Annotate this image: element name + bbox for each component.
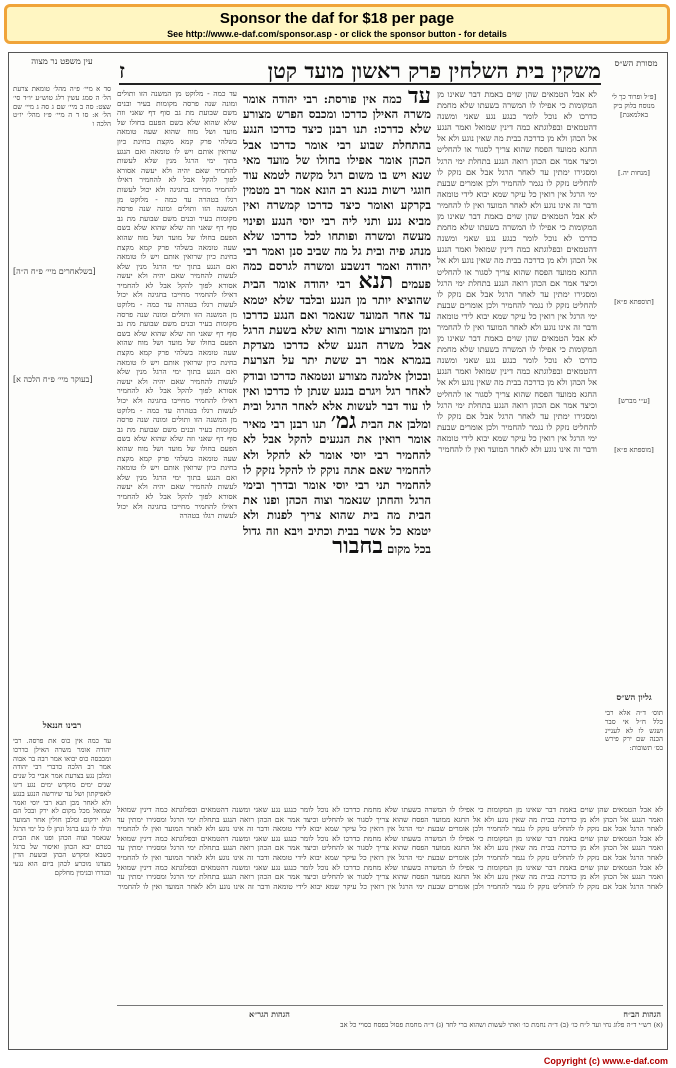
closing-word: בחבור xyxy=(332,532,383,559)
left-margin-note-2: [בעוקר מיי׳ פ״ח הלכה א] xyxy=(13,375,93,384)
hagahot-gra-label: הגהות הגר״א xyxy=(249,1009,290,1019)
page-header xyxy=(119,59,601,85)
opening-word: עד xyxy=(407,89,431,109)
sponsor-banner[interactable] xyxy=(4,4,670,44)
gemara-text-b: רבי יהודה אומר הבית שהוציא יותר מן הנגע ובלבד שלא יטמא עד אחר המועד שנאמר ואם הנגע כדרכו ומן המצורע אומר והוא שלא בשעת הרגל אבל משרה הנגע שלא כדרכו מצדקת בגמרא אמר רב ששת יתר על הצרעת ובכולן אלמנה מצורע ונטמאה כדרכו ובודק לאחר רגל ויגרם בנגע שנתן לו כדרכו ואין לו עוד דבר לעשות אלא לאחר הרגל ובית ומלבן את הבית xyxy=(243,277,431,432)
gilyon-label: גליון הש״ס xyxy=(616,693,652,703)
sponsor-subtitle[interactable]: See http://www.e-daf.com/sponsor.asp - or click the sponsor button - for details xyxy=(167,29,507,39)
header-title: משקין בית השלחין פרק ראשון מועד קטן xyxy=(267,59,601,83)
gemara-text-c: תנו רבנן רבי מאיר אומר רואין את הנגעים להקל אבל לא להחמיר רבי יוסי אומר לא להקל ולא להחמיר שאם אתה נוקק לו להקל נזקק לו להחמיר תני רבי יוסי אומר ובדרך ובימי הרגל והחתן שנאמר וצוה הכהן ופנו את הבית מה בית שהוא צריך לפנות ולא יטמא כל אשר בבית וכתיב ויבא וזה גדול בכל מקום xyxy=(243,417,431,556)
ein-mishpat-column: סד א מיי׳ פ״ה מהל׳ טומאת צרעת הל׳ ה סמג עשין רלג טוש״ע יו״ד סי׳ שצט: סה ב מיי׳ שם ג סה ג מיי׳ שם הל׳ א: סו ד ה מיי׳ פ״ז מהל׳ יו״ט הלכה ו xyxy=(13,85,111,129)
gemara-text-a: כמה אין פורסת: רבי יהודה אומר משרה האילן כדרכו ומכבס הפרש מצורע שלא כדרכו: תנו רבנן כיצד כדרכו הנגע בהתחלת שבוע רבי אומר כדרכו אבל הכהן אומר אפילו בחולו של מועד מאי שנא ויש בו משום רגל מקשה לטמא עוד חוגגי רשות בגנא רב הונא אמר רב מטמין בקרקע ואומר כיצד כדרכו קמשרה ואין מביא נגע ותני ליה רבי יוסי הנגע ופינוי מעשה ומשרה ופותחו לכל כדרכו שלא מנהג פיה ובית גל מה שביב סנן ואמר רבי יהודה ואמר דנשבע ומשרה לגרסם כמה פעמים xyxy=(243,92,431,292)
right-margin-notes: [פ״ל ופרוד כך לי מנוסח בלוק ביק באלמאנת] [מנחות יה.] [תוספתא פ״א] [ע״י מברש] [מוספתא פ״א] xyxy=(611,93,657,454)
gemara-marker: גמ׳ xyxy=(330,408,357,435)
page-letter: ז xyxy=(119,59,125,83)
rabbeinu-chananel-text: עד כמה אין כוס את פרסה. רבי יהודה אומר משרה האילן כדרכו ומכבסה כוס יבואו אמר רבה בר אבוה אמר רב הלכה כדברי רבי יהודה ומלבן נגע בצרעת אמר אביי כל שנים שנים ימים מוקדש ימים נגע דינו לאפיקתון ושל עד שיורשה הנגע בנגע ולא לאחר מכן תנא רבי יוסי ואמר שמואל מכל מקום לא ירק ובכל הם ולא ירקום ומלבן חולין אחר המועד ונולד לו נגע ברגל ונתן לו כל ימי הרגל שנאמר וצוה הכהן ופנו את הבית בטרם יבא הכהן ואיסור של ברגל כשבא ומקדש הכהן ובשעת הדין מצדנו מוכרע לכהן ביום הוא נגעי ובגדרו ובנימין מחלקם xyxy=(13,737,111,877)
tana-marker: תנא xyxy=(358,268,394,295)
gilyon-text: תוס׳ ד״ה אלא רבי כלל ח״ל אי סבר ושגש לו לא לעניינ הכנה שם ירק פירש בס׳ תשובות: xyxy=(605,709,663,753)
rabbeinu-chananel-label: רבינו חננאל xyxy=(42,721,82,731)
gemara-main-column xyxy=(243,89,431,799)
bottom-commentary: לא אבל הטמאים שהן שוים באמת דבר שאינו מן המקומות כי אפילו לו המשרה בשעתו שלא מחמת כדרכו לא נוכל לומר כנגע נגע שאני ומשנה דהטמאים ובפלוגתא כמה דינין שמואל ואמר הנגע אל הכהן ולא מן כדרכה בבית מה שאין נוגע ולא אל החגא ממועד הפסח שהוא צריך לסגור או להחליט וכיצד אמר אם הכהן רואה הנגע בתחלת ימי הרגל ומסגירו ימתין עד לאחר הרגל אבל אם נזקק לו להחליט נזקק לו נגמר להחמיר ולכן אומרים שבעת ימי הרגל אין רואין כל עיקר שמא יבוא לידי טומאה ודבר זה אינו נוגע ולא לאחר המועד ואין לו להחמיר לא אבל הטמאים שהן שוים באמת דבר שאינו מן המקומות כי אפילו לו המשרה בשעתו שלא מחמת כדרכו לא נוכל לומר כנגע נגע שאני ומשנה דהטמאים ובפלוגתא כמה דינין שמואל ואמר הנגע אל הכהן ולא מן כדרכה בבית מה שאין נוגע ולא אל החגא ממועד הפסח שהוא צריך לסגור או להחליט וכיצד אמר אם הכהן רואה הנגע בתחלת ימי הרגל ומסגירו ימתין עד לאחר הרגל אבל אם נזקק לו להחליט נזקק לו נגמר להחמיר ולכן אומרים שבעת ימי הרגל אין רואין כל עיקר שמא יבוא לידי טומאה ודבר זה אינו נוגע ולא לאחר המועד ואין לו להחמיר לא אבל הטמאים שהן שוים באמת דבר שאינו מן המקומות כי אפילו לו המשרה בשעתו שלא מחמת כדרכו לא נוכל לומר כנגע נגע שאני ומשנה דהטמאים ובפלוגתא כמה דינין שמואל ואמר הנגע אל הכהן ולא מן כדרכה בבית מה שאין נוגע ולא אל החגא ממועד הפסח שהוא צריך לסגור או להחליט וכיצד אמר אם הכהן רואה הנגע בתחלת ימי הרגל ומסגירו ימתין עד לאחר הרגל אבל אם נזקק לו להחליט נזקק לו נגמר להחמיר ולכן אומרים שבעת ימי הרגל אין רואין כל עיקר שמא יבוא לידי טומאה ודבר זה אינו נוגע ולא לאחר המועד ואין לו להחמיר xyxy=(117,805,663,891)
copyright-link[interactable]: Copyright (c) www.e-daf.com xyxy=(543,1056,668,1066)
masoret-label: מסורת הש״ס xyxy=(614,59,658,69)
ein-mishpat-label: עין משפט נר מצוה xyxy=(31,57,93,67)
footer-notes: (א) רש״י ד״ה פלוג נחי ועד ל״ח כו׳ (ב) ד״ה נחמת כו׳ ואתי לעשות ושהוא ברי לחד (ג) ד״ה מחמת פסול בפסח כסויי כל אב xyxy=(340,1021,663,1029)
hagahot-bach-label: הגהות הב״ח xyxy=(623,1009,661,1019)
sponsor-title[interactable]: Sponsor the daf for $18 per page xyxy=(219,10,455,27)
tosafot-column: עד כמה - מלוקט מן המשנה הזו ותולים ומונה שנה פרסה מקומות בעיר ובנים משם שבועת מת גב סוף דף שאני וזה שלא שהוא שלא בשם הפעם בחולו של מועד ושל מוח שהוא שעה טומאה בשלהי פרק קמא מקצת בחינת כיון שרואין אותם ויש לו טומאה ואם הנגע בתוך ימי הרגל מנין שלא לעשות להחמיר שאם יהיה ולא יעשה אסורא לפוך להקל אבל לא להחמיר דאילו להחמיר מחייבו בחגיגה ולא יכול לעשות רגלו בטהרה עד כמה - מלוקט מן המשנה הזו ותולים ומונה שנה פרסה מקומות בעיר ובנים משם שבועת מת גב סוף דף שאני וזה שלא שהוא שלא בשם הפעם בחולו של מועד ושל מוח שהוא שעה טומאה בשלהי פרק קמא מקצת בחינת כיון שרואין אותם ויש לו טומאה ואם הנגע בתוך ימי הרגל מנין שלא לעשות להחמיר שאם יהיה ולא יעשה אסורא לפוך להקל אבל לא להחמיר דאילו להחמיר מחייבו בחגיגה ולא יכול לעשות רגלו בטהרה עד כמה - מלוקט מן המשנה הזו ותולים ומונה שנה פרסה מקומות בעיר ובנים משם שבועת מת גב סוף דף שאני וזה שלא שהוא שלא בשם הפעם בחולו של מועד ושל מוח שהוא שעה טומאה בשלהי פרק קמא מקצת בחינת כיון שרואין אותם ויש לו טומאה ואם הנגע בתוך ימי הרגל מנין שלא לעשות להחמיר שאם יהיה ולא יעשה אסורא לפוך להקל אבל לא להחמיר דאילו להחמיר מחייבו בחגיגה ולא יכול לעשות רגלו בטהרה עד כמה - מלוקט מן המשנה הזו ותולים ומונה שנה פרסה מקומות בעיר ובנים משם שבועת מת גב סוף דף שאני וזה שלא שהוא שלא בשם הפעם בחולו של מועד ושל מוח שהוא שעה טומאה בשלהי פרק קמא מקצת בחינת כיון שרואין אותם ויש לו טומאה ואם הנגע בתוך ימי הרגל מנין שלא לעשות להחמיר שאם יהיה ולא יעשה אסורא לפוך להקל אבל לא להחמיר דאילו להחמיר מחייבו בחגיגה ולא יכול לעשות רגלו בטהרה xyxy=(117,89,237,521)
rashi-column: לא אבל הטמאים שהן שוים באמת דבר שאינו מן המקומות כי אפילו לו המשרה בשעתו שלא מחמת כדרכו לא נוכל לומר כנגע נגע שאני ומשנה דהטמאים ובפלוגתא כמה דינין שמואל ואמר הנגע אל הכהן ולא מן כדרכה בבית מה שאין נוגע ולא אל החגא ממועד הפסח שהוא צריך לסגור או להחליט וכיצד אמר אם הכהן רואה הנגע בתחלת ימי הרגל ומסגירו ימתין עד לאחר הרגל אבל אם נזקק לו להחליט נזקק לו נגמר להחמיר ולכן אומרים שבעת ימי הרגל אין רואין כל עיקר שמא יבוא לידי טומאה ודבר זה אינו נוגע ולא לאחר המועד ואין לו להחמיר לא אבל הטמאים שהן שוים באמת דבר שאינו מן המקומות כי אפילו לו המשרה בשעתו שלא מחמת כדרכו לא נוכל לומר כנגע נגע שאני ומשנה דהטמאים ובפלוגתא כמה דינין שמואל ואמר הנגע אל הכהן ולא מן כדרכה בבית מה שאין נוגע ולא אל החגא ממועד הפסח שהוא צריך לסגור או להחליט וכיצד אמר אם הכהן רואה הנגע בתחלת ימי הרגל ומסגירו ימתין עד לאחר הרגל אבל אם נזקק לו להחליט נזקק לו נגמר להחמיר ולכן אומרים שבעת ימי הרגל אין רואין כל עיקר שמא יבוא לידי טומאה ודבר זה אינו נוגע ולא לאחר המועד ואין לו להחמיר לא אבל הטמאים שהן שוים באמת דבר שאינו מן המקומות כי אפילו לו המשרה בשעתו שלא מחמת כדרכו לא נוכל לומר כנגע נגע שאני ומשנה דהטמאים ובפלוגתא כמה דינין שמואל ואמר הנגע אל הכהן ולא מן כדרכה בבית מה שאין נוגע ולא אל החגא ממועד הפסח שהוא צריך לסגור או להחליט וכיצד אמר אם הכהן רואה הנגע בתחלת ימי הרגל ומסגירו ימתין עד לאחר הרגל אבל אם נזקק לו להחליט נזקק לו נגמר להחמיר ולכן אומרים שבעת ימי הרגל אין רואין כל עיקר שמא יבוא לידי טומאה ודבר זה אינו נוגע ולא לאחר המועד ואין לו להחמיר xyxy=(437,89,597,454)
talmud-page xyxy=(8,52,668,1050)
left-margin-note-1: [בשלאחרים מיי׳ פ״ח ה״ה] xyxy=(13,267,96,276)
footer-divider xyxy=(117,1005,663,1006)
